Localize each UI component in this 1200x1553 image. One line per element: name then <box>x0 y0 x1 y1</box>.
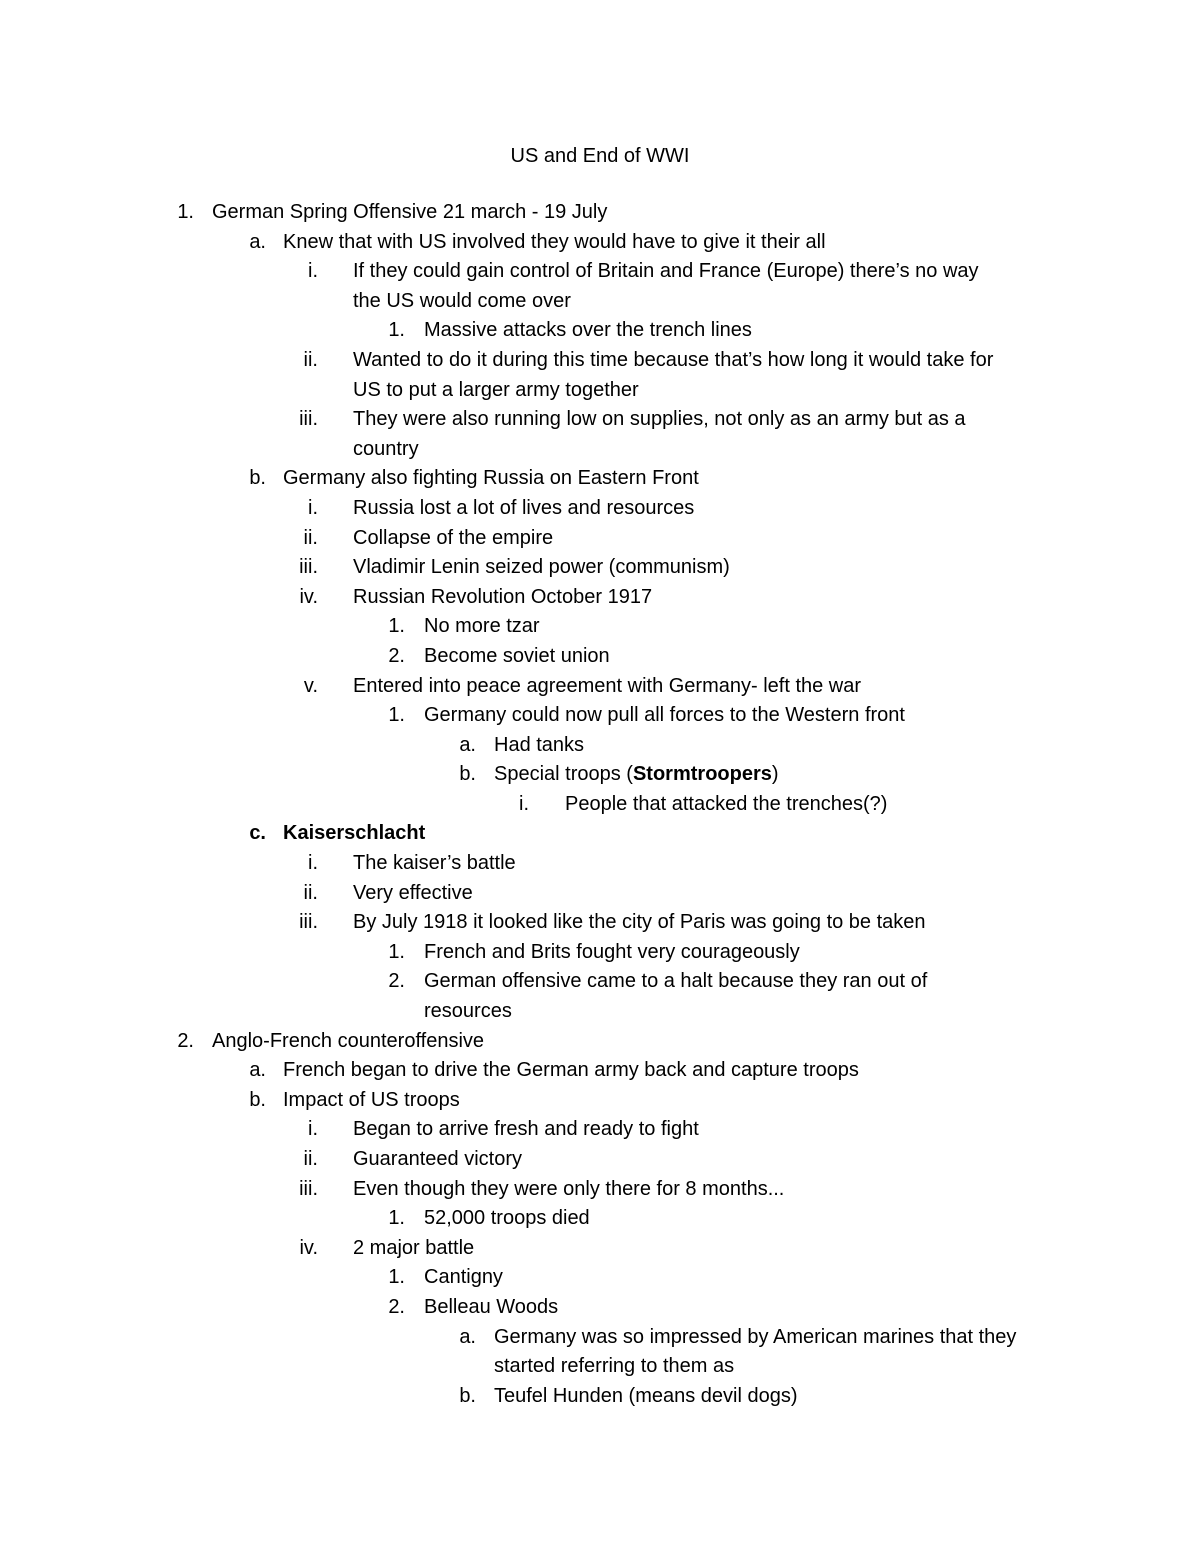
outline-item-text <box>424 701 905 731</box>
list-marker: b. <box>459 1384 476 1407</box>
outline-item-text <box>283 1086 460 1116</box>
list-marker: ii. <box>303 1148 318 1170</box>
list-marker: a. <box>249 230 266 253</box>
item-text: Belleau Woods <box>424 1295 559 1318</box>
outline-item-text <box>353 346 993 376</box>
list-marker: 1. <box>388 1266 405 1289</box>
outline-item <box>0 316 1200 346</box>
item-text: Germany also fighting Russia on Eastern Front <box>283 467 699 490</box>
list-marker: a. <box>459 733 476 756</box>
item-text: Guaranteed victory <box>353 1148 522 1170</box>
outline-item-text <box>353 553 730 583</box>
list-marker: i. <box>308 260 318 283</box>
outline-item <box>0 1234 1200 1264</box>
list-marker: 1. <box>388 1207 405 1230</box>
item-text: The kaiser’s battle <box>353 852 516 875</box>
item-text: Impact of US troops <box>283 1088 460 1111</box>
item-text: French and Brits fought very courageously <box>424 940 800 963</box>
outline-item <box>0 642 1200 672</box>
list-marker: i. <box>308 496 318 519</box>
list-marker: 2. <box>388 1295 405 1318</box>
list-marker: ii. <box>303 526 318 549</box>
outline-item <box>0 464 1200 494</box>
outline-item <box>0 1204 1200 1234</box>
list-marker: 1. <box>177 201 194 223</box>
outline-item-text <box>494 1323 1016 1353</box>
item-text: Very effective <box>353 881 473 904</box>
item-text: Even though they were only there for 8 months... <box>353 1177 785 1200</box>
item-text: Germany was so impressed by American marines that they <box>494 1325 1017 1348</box>
outline-item-text <box>353 494 694 524</box>
list-marker: 2. <box>388 970 405 993</box>
outline-item-text <box>283 819 425 849</box>
outline-item-text <box>353 376 639 406</box>
outline-item <box>0 849 1200 879</box>
outline-item-text <box>424 997 512 1027</box>
outline-item <box>0 1293 1200 1323</box>
list-marker: iii. <box>299 556 318 579</box>
outline-list <box>0 198 1200 1411</box>
item-text-suffix: ) <box>771 763 779 786</box>
outline-item-text <box>424 612 540 642</box>
outline-item-text <box>424 967 927 997</box>
item-text: Had tanks <box>494 733 585 756</box>
item-text: resources <box>424 1000 512 1023</box>
item-text: Knew that with US involved they would have to give it their all <box>283 230 826 253</box>
outline-item <box>0 1115 1200 1145</box>
outline-item <box>0 228 1200 258</box>
item-text: Germany could now pull all forces to the Western front <box>424 704 905 727</box>
item-text: Began to arrive fresh and ready to fight <box>353 1118 699 1141</box>
item-text: If they could gain control of Britain and France (Europe) there’s no way <box>353 260 979 283</box>
outline-item <box>0 1323 1200 1353</box>
outline-item-text <box>565 790 887 820</box>
outline-item <box>0 257 1200 287</box>
outline-item-text <box>353 287 571 317</box>
outline-item <box>0 553 1200 583</box>
outline-item <box>0 287 1200 317</box>
outline-item-text <box>424 316 752 346</box>
outline-item-text <box>353 1175 784 1205</box>
outline-item <box>0 524 1200 554</box>
list-marker: 1. <box>388 704 405 727</box>
item-text: Collapse of the empire <box>353 526 554 549</box>
document-title: US and End of WWI <box>510 145 690 167</box>
outline-item <box>0 879 1200 909</box>
outline-item <box>0 198 1200 228</box>
outline-item <box>0 819 1200 849</box>
outline-item-text <box>353 1115 699 1145</box>
outline-item-text <box>353 405 966 435</box>
list-marker: 1. <box>388 319 405 342</box>
item-text: Cantigny <box>424 1266 503 1289</box>
outline-item-text <box>353 908 926 938</box>
outline-item-text <box>212 1027 484 1057</box>
outline-item-text <box>424 1204 590 1234</box>
outline-item <box>0 1086 1200 1116</box>
list-marker: 2. <box>388 644 405 667</box>
list-marker: a. <box>249 1059 266 1082</box>
outline-item-text <box>353 1234 474 1264</box>
item-text: Teufel Hunden (means devil dogs) <box>494 1384 798 1407</box>
list-marker: 2. <box>177 1029 194 1052</box>
item-text: Wanted to do it during this time because that’s how long it would take for <box>353 348 994 371</box>
item-text: Entered into peace agreement with Germany- left the war <box>353 674 862 697</box>
item-text: By July 1918 it looked like the city of Paris was going to be taken <box>353 911 926 934</box>
outline-item <box>0 997 1200 1027</box>
outline-item-text <box>353 257 979 287</box>
item-text: country <box>353 437 419 460</box>
outline-item <box>0 1056 1200 1086</box>
list-marker: i. <box>519 792 529 815</box>
outline-item <box>0 760 1200 790</box>
item-text: No more tzar <box>424 615 540 638</box>
list-marker: i. <box>308 852 318 875</box>
item-text: the US would come over <box>353 289 571 312</box>
item-text: German Spring Offensive 21 march - 19 July <box>212 201 608 223</box>
item-text: Become soviet union <box>424 644 610 667</box>
outline-item-text <box>353 849 516 879</box>
outline-item <box>0 1175 1200 1205</box>
item-text: German offensive came to a halt because they ran out of <box>424 970 928 993</box>
list-marker: iii. <box>299 1177 318 1200</box>
outline-item <box>0 672 1200 702</box>
list-marker: b. <box>249 1088 266 1111</box>
outline-item-text <box>283 464 699 494</box>
outline-item-text <box>424 642 610 672</box>
bold-term: Stormtroopers <box>632 763 772 786</box>
outline-item-text <box>494 731 584 761</box>
outline-item <box>0 494 1200 524</box>
list-marker: a. <box>459 1325 476 1348</box>
item-text: US to put a larger army together <box>353 378 639 401</box>
outline-item <box>0 1352 1200 1382</box>
outline-item <box>0 612 1200 642</box>
outline-item-text <box>283 228 826 258</box>
item-text: People that attacked the trenches(?) <box>565 792 888 815</box>
outline-item <box>0 701 1200 731</box>
item-text: They were also running low on supplies, not only as an army but as a <box>353 408 966 431</box>
list-marker: iv. <box>299 585 318 608</box>
item-text: started referring to them as <box>494 1355 735 1378</box>
list-marker: 1. <box>388 615 405 638</box>
outline-item-text <box>353 879 473 909</box>
list-marker: 1. <box>388 940 405 963</box>
outline-item-text <box>212 198 607 228</box>
list-marker: ii. <box>303 348 318 371</box>
list-marker: iv. <box>299 1236 318 1259</box>
outline-item <box>0 790 1200 820</box>
outline-item-text <box>424 938 800 968</box>
outline-item <box>0 967 1200 997</box>
list-marker: i. <box>308 1118 318 1141</box>
outline-item <box>0 908 1200 938</box>
outline-item-text <box>353 524 553 554</box>
item-text: Kaiserschlacht <box>283 822 426 845</box>
outline-item-text <box>353 672 861 702</box>
outline-item-text <box>283 1056 859 1086</box>
outline-item-text <box>353 1145 522 1175</box>
list-marker: iii. <box>299 408 318 431</box>
outline-item <box>0 1263 1200 1293</box>
list-marker: ii. <box>303 881 318 904</box>
item-text: Special troops ( <box>494 763 633 786</box>
list-marker: b. <box>459 763 476 786</box>
outline-item-text <box>424 1263 503 1293</box>
outline-item-text <box>353 583 652 613</box>
outline-item <box>0 1145 1200 1175</box>
outline-item <box>0 435 1200 465</box>
outline-item <box>0 1382 1200 1412</box>
list-marker: iii. <box>299 911 318 934</box>
item-text: Massive attacks over the trench lines <box>424 319 752 342</box>
list-marker: b. <box>249 467 266 490</box>
list-marker: c. <box>249 822 266 845</box>
outline-item <box>0 405 1200 435</box>
outline-item <box>0 1027 1200 1057</box>
item-text: 52,000 troops died <box>424 1207 590 1230</box>
outline-item <box>0 583 1200 613</box>
outline-item-text <box>424 1293 558 1323</box>
outline-item <box>0 938 1200 968</box>
item-text: Anglo-French counteroffensive <box>212 1029 485 1052</box>
item-text: Russia lost a lot of lives and resources <box>353 496 695 519</box>
item-text: Russian Revolution October 1917 <box>353 585 653 608</box>
outline-item-text <box>494 1382 798 1412</box>
outline-item-text <box>494 1352 734 1382</box>
item-text: French began to drive the German army back and capture troops <box>283 1059 859 1082</box>
outline-item-text <box>494 760 779 790</box>
outline-item <box>0 731 1200 761</box>
item-text: Vladimir Lenin seized power (communism) <box>353 556 730 579</box>
outline-item <box>0 346 1200 376</box>
outline-item-text <box>353 435 419 465</box>
item-text: 2 major battle <box>353 1236 475 1259</box>
outline-item <box>0 376 1200 406</box>
list-marker: v. <box>303 674 318 697</box>
